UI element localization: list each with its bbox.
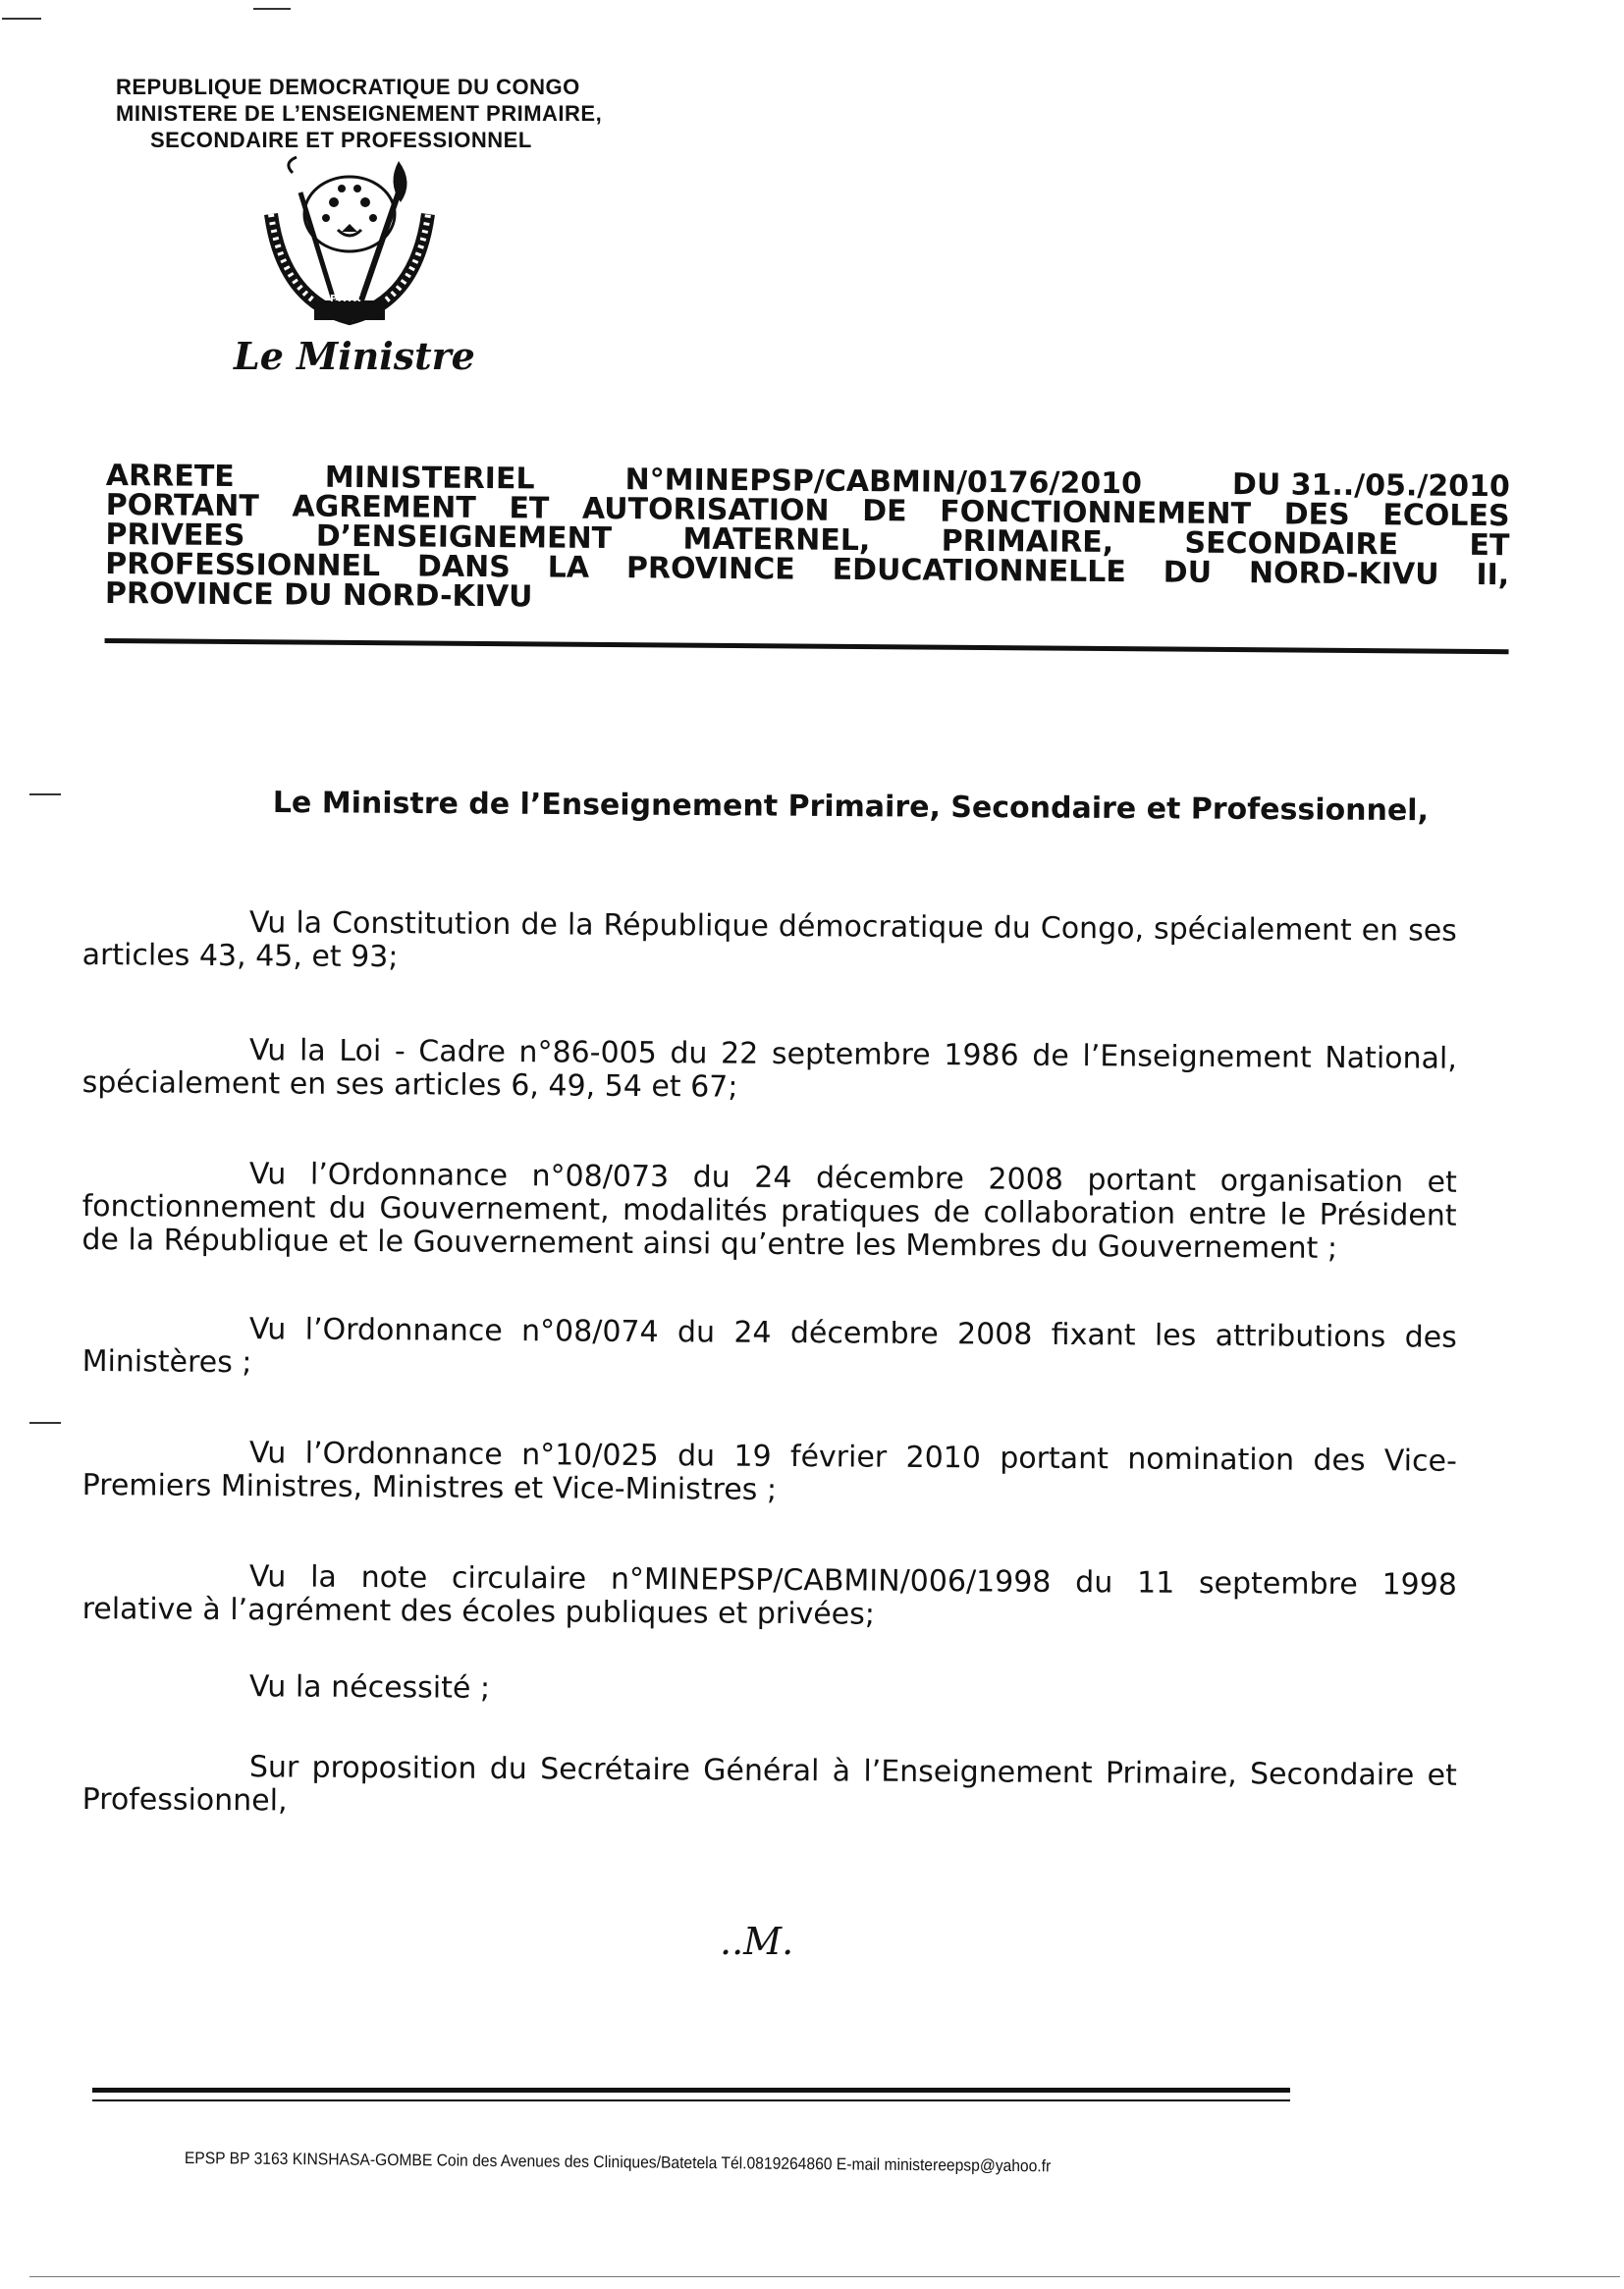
footer-rule-thick bbox=[92, 2088, 1290, 2093]
consideration-paragraph bbox=[82, 1312, 1457, 1389]
title-word: D’ENSEIGNEMENT bbox=[315, 518, 613, 557]
consideration-text: Vu la nécessité ; bbox=[248, 1669, 491, 1706]
scan-speck bbox=[29, 1422, 61, 1424]
consideration-paragraph bbox=[82, 1033, 1457, 1110]
footer-rule-thin bbox=[92, 2099, 1290, 2101]
preamble-heading: Le Ministre de l’Enseignement Primaire, Secondaire et Professionnel, bbox=[272, 786, 1430, 829]
consideration-paragraph bbox=[82, 1669, 1457, 1713]
consideration-text: Vu la note circulaire n°MINEPSP/CABMIN/006/1998 du 11 septembre 1998 relative à l’agrément des écoles publiques et privées; bbox=[81, 1559, 1457, 1632]
scan-speck bbox=[253, 8, 291, 10]
scan-speck bbox=[2, 18, 41, 20]
title-word: AGREMENT bbox=[292, 489, 476, 525]
decree-number: N°MINEPSP/CABMIN/0176/2010 bbox=[624, 463, 1143, 502]
scan-bottom-edge bbox=[29, 2276, 1620, 2277]
consideration-paragraph bbox=[81, 1157, 1457, 1267]
title-word: PROVINCE bbox=[625, 551, 795, 587]
page-initials: ..M. bbox=[720, 1920, 794, 1963]
consideration-paragraph bbox=[82, 1436, 1457, 1512]
coat-of-arms-icon bbox=[224, 153, 475, 334]
title-rule bbox=[105, 638, 1509, 654]
consideration-paragraph bbox=[82, 905, 1457, 982]
ministry-name-line2: SECONDAIRE ET PROFESSIONNEL bbox=[150, 128, 532, 152]
title-word: ARRETE bbox=[105, 459, 235, 495]
consideration-text: Vu l’Ordonnance n°08/073 du 24 décembre 2008 portant organisation et fonctionnement du Gouvernement, modalités pratiques de collaboration entre le Président de la République et le Gouvernement ainsi qu’entre les Membres du Gouvernement ; bbox=[81, 1157, 1457, 1266]
consideration-paragraph bbox=[82, 1750, 1457, 1826]
consideration-text: Vu l’Ordonnance n°10/025 du 19 février 2010 portant nomination des Vice-Premiers Ministres, Ministres et Vice-Ministres ; bbox=[81, 1436, 1457, 1507]
consideration-text: Vu la Constitution de la République démocratique du Congo, spécialement en ses articles 43, 45, et 93; bbox=[81, 905, 1457, 975]
country-name: REPUBLIQUE DEMOCRATIQUE DU CONGO bbox=[116, 75, 580, 99]
title-word: PROVINCE DU NORD-KIVU bbox=[104, 575, 533, 615]
consideration-paragraph bbox=[82, 1559, 1457, 1636]
title-word: FONCTIONNEMENT bbox=[940, 494, 1252, 532]
title-word: II, bbox=[1476, 557, 1510, 593]
decree-date: DU 31../05./2010 bbox=[1231, 467, 1510, 505]
title-word: ET bbox=[1469, 527, 1510, 564]
title-word: LA bbox=[547, 550, 590, 585]
title-word: AUTORISATION bbox=[581, 491, 830, 528]
emblem-motto-center: PAIX bbox=[330, 294, 363, 304]
title-word: DANS bbox=[416, 549, 511, 585]
title-word: SECONDAIRE bbox=[1184, 525, 1399, 563]
consideration-text: Sur proposition du Secrétaire Général à l’Enseignement Primaire, Secondaire et Professionnel, bbox=[81, 1750, 1457, 1819]
title-word: DE bbox=[862, 494, 907, 529]
title-word: NORD-KIVU bbox=[1248, 556, 1439, 592]
title-word: PROFESSIONNEL bbox=[105, 546, 381, 584]
title-word: DU bbox=[1163, 555, 1213, 590]
consideration-text: Vu l’Ordonnance n°08/074 du 24 décembre 2008 fixant les attributions des Ministères ; bbox=[81, 1312, 1457, 1381]
ministry-name-line1: MINISTERE DE L’ENSEIGNEMENT PRIMAIRE, bbox=[116, 101, 603, 126]
scan-speck bbox=[29, 793, 61, 795]
consideration-text: Vu la Loi - Cadre n°86-005 du 22 septembre 1986 de l’Enseignement National, spécialement en ses articles 6, 49, 54 et 67; bbox=[81, 1033, 1457, 1105]
title-word: ET bbox=[509, 491, 550, 526]
title-word: PRIMAIRE, bbox=[941, 523, 1114, 561]
title-word: DES bbox=[1283, 497, 1350, 532]
decree-title bbox=[104, 459, 1510, 654]
title-word: PRIVEES bbox=[105, 517, 245, 554]
title-word: PORTANT bbox=[105, 487, 259, 524]
title-word: MINISTERIEL bbox=[324, 460, 535, 497]
title-word: MATERNEL, bbox=[682, 521, 871, 559]
title-word: EDUCATIONNELLE bbox=[832, 552, 1127, 590]
footer-address: EPSP BP 3163 KINSHASA-GOMBE Coin des Avenues des Cliniques/Batetela Tél.0819264860 E-mail ministereepsp@yahoo.fr bbox=[184, 2149, 1052, 2176]
signatory-title: Le Ministre bbox=[234, 334, 475, 378]
title-word: ECOLES bbox=[1382, 498, 1510, 534]
